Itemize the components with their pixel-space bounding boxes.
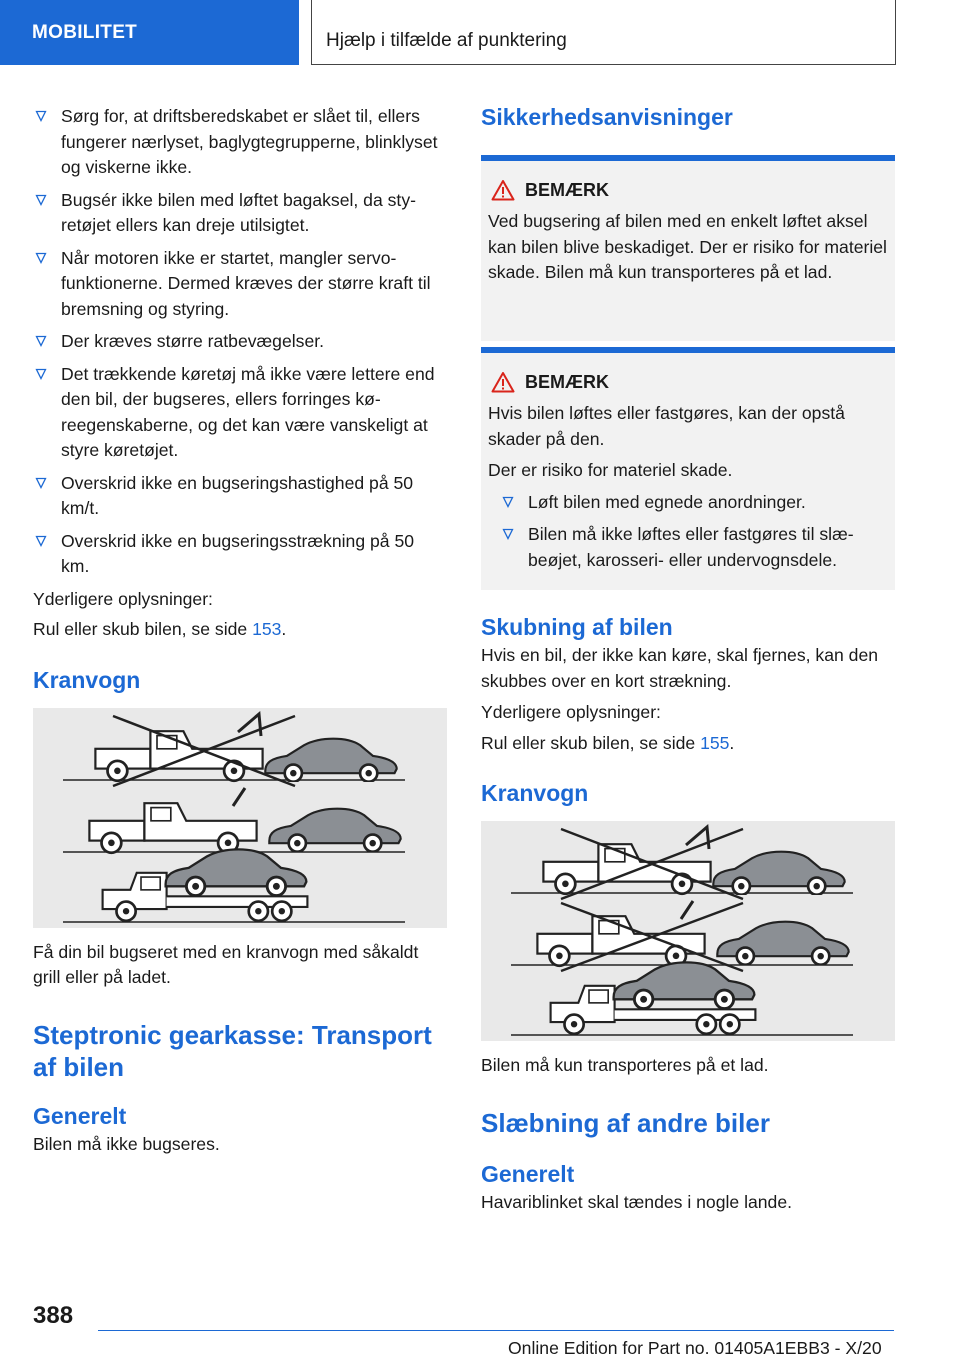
- bullet-text: Overskrid ikke en bugseringshastighed på 50 km/t.: [61, 472, 414, 518]
- left-column: [33, 104, 447, 1157]
- note-label: BEMÆRK: [525, 179, 609, 200]
- cross-reference: Rul eller skub bilen, se side 155.: [481, 732, 735, 753]
- kranvogn-heading: Kranvogn: [481, 780, 589, 806]
- bullet-text: Bilen må ikke løftes eller fastgøres til slæbeøjet, karosseri- eller undervognsdele.: [528, 524, 854, 570]
- footer-edition: Online Edition for Part no. 01405A1EBB3 - X/20: [508, 1338, 882, 1358]
- triangle-bullet-icon: [35, 477, 47, 489]
- warning-note: [481, 347, 895, 590]
- kranvogn-heading: Kranvogn: [33, 666, 141, 693]
- bullet-item: [33, 329, 447, 355]
- bullet-item: [33, 362, 447, 464]
- bullet-text: Løft bilen med egnede anordninger.: [528, 491, 806, 512]
- triangle-bullet-icon: [35, 368, 47, 380]
- bullet-text: Når motoren ikke er startet, mangler servofunktionerne. Dermed kræves der større kraft til bremsning og styring.: [61, 247, 431, 319]
- note-text: Ved bugsering af bilen med en enkelt løftet aksel kan bilen blive beskadiget. Der er risiko for materiel skade. Bilen må kun transporteres på et lad.: [488, 211, 887, 282]
- kranvogn-text: Få din bil bugseret med en kranvogn med såkaldt grill eller på ladet.: [33, 941, 419, 987]
- bullet-item: [33, 104, 447, 181]
- steptronic-heading: Steptronic gearkasse: Transport af bilen: [33, 1019, 432, 1082]
- triangle-bullet-icon: [502, 496, 514, 508]
- tow-truck-illustration: [33, 708, 447, 928]
- skubning-heading: Skubning af bilen: [481, 614, 673, 640]
- triangle-bullet-icon: [502, 528, 514, 540]
- bullet-text: Det trækkende køretøj må ikke være lettere end den bil, der bugseres, ellers forringes køreegenskaberne, og det kan være vanskeligt at styre køretøjet.: [61, 363, 435, 460]
- page-number: 388: [33, 1302, 74, 1329]
- generelt-text: Bilen må ikke bugseres.: [33, 1133, 220, 1154]
- bullet-text: Sørg for, at driftsberedskabet er slået til, ellers fungerer nærlyset, baglygtegrupperne, blinklyset og viskerne ikke.: [61, 106, 438, 177]
- bullet-list: [33, 104, 447, 580]
- warning-icon: [491, 371, 515, 393]
- triangle-bullet-icon: [35, 335, 47, 347]
- triangle-bullet-icon: [35, 194, 47, 206]
- note-label: BEMÆRK: [525, 371, 609, 392]
- bullet-item: [500, 490, 887, 516]
- bullet-item: [500, 522, 887, 573]
- page-link[interactable]: 153: [252, 619, 282, 639]
- bullet-item: [33, 471, 447, 522]
- safety-heading: Sikkerhedsanvisninger: [481, 104, 733, 130]
- generelt-heading: Generelt: [481, 1160, 575, 1187]
- bullet-item: [33, 529, 447, 580]
- bullet-text: Overskrid ikke en bugseringsstrækning på 50 km.: [61, 530, 415, 576]
- bullet-item: [33, 246, 447, 323]
- bullet-text: Bugsér ikke bilen med løftet bagaksel, da styretøjet ellers kan dreje utilsigtet.: [61, 189, 416, 235]
- bullet-item: [33, 188, 447, 239]
- page-link[interactable]: 155: [700, 732, 730, 753]
- note-text: Der er risiko for materiel skade.: [488, 460, 733, 480]
- page-title: Hjælp i tilfælde af punktering: [311, 0, 896, 65]
- footer-divider: [98, 1330, 894, 1331]
- warning-note: [481, 155, 895, 341]
- triangle-bullet-icon: [35, 535, 47, 547]
- bullet-text: Der kræves større ratbevægelser.: [61, 331, 325, 351]
- triangle-bullet-icon: [35, 252, 47, 264]
- more-info-label: Yderligere oplysninger:: [33, 588, 213, 609]
- more-info-label: Yderligere oplysninger:: [481, 702, 661, 722]
- bullet-list: [488, 490, 887, 574]
- triangle-bullet-icon: [35, 110, 47, 122]
- note-text: Hvis bilen løftes eller fastgøres, kan der opstå skader på den.: [488, 403, 845, 449]
- generelt-heading: Generelt: [33, 1102, 127, 1129]
- warning-icon: [491, 179, 515, 201]
- section-tab[interactable]: MOBILITET: [0, 0, 299, 65]
- generelt-text: Havariblinket skal tændes i nogle lande.: [481, 1191, 793, 1212]
- skubning-text: Hvis en bil, der ikke kan køre, skal fjernes, kan den skubbes over en kort strækning.: [481, 645, 879, 691]
- kranvogn-text: Bilen må kun transporteres på et lad.: [481, 1055, 769, 1075]
- cross-reference: Rul eller skub bilen, se side 153.: [33, 619, 287, 639]
- slaebning-heading: Slæbning af andre biler: [481, 1107, 770, 1138]
- right-column: [481, 104, 895, 1215]
- tow-truck-illustration: [481, 821, 895, 1041]
